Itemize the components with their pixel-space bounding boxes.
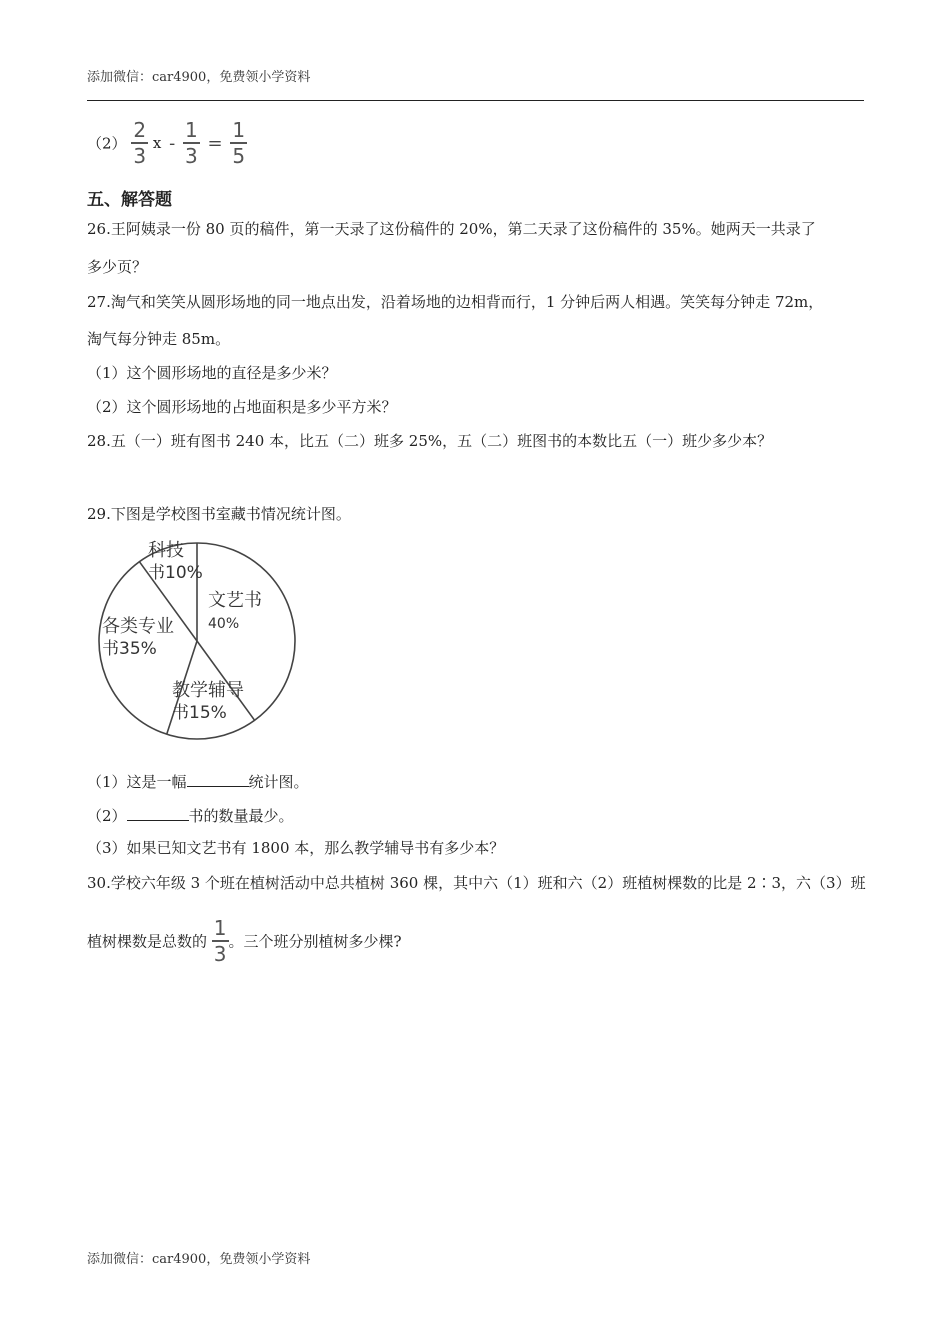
q27-sub2: （2）这个圆形场地的占地面积是多少平方米？ bbox=[87, 398, 397, 416]
q27-line1: 27.淘气和笑笑从圆形场地的同一地点出发，沿着场地的边相背而行，1 分钟后两人相遇。笑笑每分钟走 72m， bbox=[87, 293, 824, 311]
pie-label-3: 各类专业 bbox=[102, 616, 174, 637]
denominator: 3 bbox=[184, 144, 198, 168]
header-divider bbox=[87, 100, 864, 101]
denominator: 3 bbox=[213, 942, 227, 966]
answer-blank-1[interactable] bbox=[187, 770, 249, 787]
fraction-2-3 bbox=[131, 120, 148, 166]
q30-text-b: 。三个班分别植树多少棵? bbox=[228, 932, 402, 951]
q29-sub1-text-b: 统计图。 bbox=[248, 773, 309, 791]
pie-label-2: 教学辅导 bbox=[172, 680, 244, 701]
variable-x: x bbox=[152, 134, 162, 152]
q26-line2: 多少页？ bbox=[87, 258, 148, 276]
pie-value-label-4: 书10% bbox=[148, 563, 203, 583]
q28-text: 28.五（一）班有图书 240 本，比五（二）班多 25%，五（二）班图书的本数比五（一）班少多少本？ bbox=[87, 432, 773, 450]
answer-blank-2[interactable] bbox=[127, 804, 189, 821]
page-footer: 添加微信：car4900，免费领小学资料 bbox=[87, 1252, 311, 1267]
fraction-1-3-b bbox=[212, 918, 229, 964]
q29-sub1-text-a: （1）这是一幅 bbox=[87, 773, 187, 791]
denominator: 3 bbox=[133, 144, 147, 168]
denominator: 5 bbox=[232, 144, 246, 168]
pie-value-label-3: 书35% bbox=[102, 639, 157, 659]
fraction-1-5 bbox=[230, 120, 247, 166]
q29-sub2 bbox=[87, 804, 294, 826]
q30-line2 bbox=[87, 918, 402, 964]
equation-label: （2） bbox=[87, 134, 127, 153]
q29-sub1 bbox=[87, 770, 309, 792]
q29-sub2-text-b: 书的数量最少。 bbox=[188, 807, 294, 825]
pie-value-label-1: 40% bbox=[208, 616, 240, 632]
q30-line1: 30.学校六年级 3 个班在植树活动中总共植树 360 棵，其中六（1）班和六（2）班植树棵数的比是 2∶3，六（3）班 bbox=[87, 874, 866, 892]
equals-sign: = bbox=[207, 132, 223, 154]
q29-sub2-text-a: （2） bbox=[87, 807, 127, 825]
q26-line1: 26.王阿姨录一份 80 页的稿件，第一天录了这份稿件的 20%，第二天录了这份稿件的 35%。她两天一共录了 bbox=[87, 220, 816, 238]
pie-chart bbox=[90, 538, 305, 748]
q29-sub3: （3）如果已知文艺书有 1800 本，那么教学辅导书有多少本？ bbox=[87, 839, 505, 857]
fraction-1-3 bbox=[183, 120, 200, 166]
q27-sub1: （1）这个圆形场地的直径是多少米？ bbox=[87, 364, 337, 382]
equation-2 bbox=[87, 120, 247, 166]
q27-line2: 淘气每分钟走 85m。 bbox=[87, 330, 231, 348]
section-title: 五、解答题 bbox=[87, 190, 172, 210]
numerator: 1 bbox=[213, 916, 227, 940]
q30-text-a: 植树棵数是总数的 bbox=[87, 932, 208, 951]
q29-text: 29.下图是学校图书室藏书情况统计图。 bbox=[87, 505, 351, 523]
numerator: 1 bbox=[232, 118, 246, 142]
pie-label-1: 文艺书 bbox=[208, 590, 262, 611]
page-header: 添加微信：car4900，免费领小学资料 bbox=[87, 70, 311, 85]
pie-value-label-2: 书15% bbox=[172, 703, 227, 723]
pie-label-4: 科技 bbox=[148, 540, 184, 561]
minus-sign: - bbox=[169, 132, 176, 154]
numerator: 2 bbox=[133, 118, 147, 142]
numerator: 1 bbox=[184, 118, 198, 142]
